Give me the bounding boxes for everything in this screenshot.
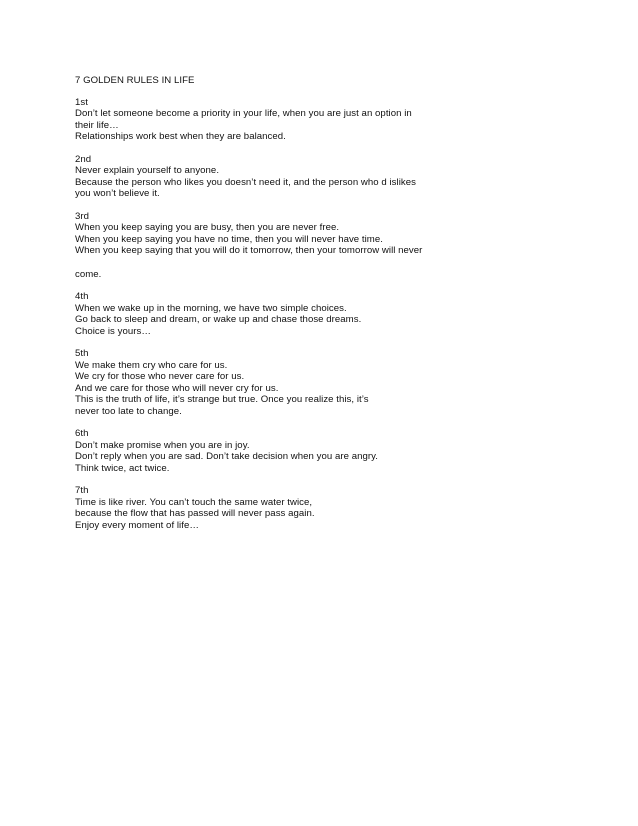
rule-3	[75, 210, 423, 281]
rule-text-line: Because the person who likes you doesn’t need it, and the person who d islikes	[75, 176, 416, 188]
rule-text-line: Time is like river. You can’t touch the same water twice,	[75, 496, 313, 508]
rule-number: 4th	[75, 291, 89, 303]
rule-text-line: Don’t let someone become a priority in your life, when you are just an option in	[75, 108, 412, 120]
rule-number: 6th	[75, 428, 89, 440]
rule-text-line: Never explain yourself to anyone.	[75, 165, 220, 177]
rule-text-line: When you keep saying that you will do it tomorrow, then your tomorrow will never	[75, 245, 423, 257]
rule-number: 5th	[75, 348, 89, 360]
rule-text-line: come.	[75, 268, 102, 280]
rule-text-line: because the flow that has passed will never pass again.	[75, 508, 315, 520]
rule-2	[75, 154, 415, 200]
rule-text-line: When you keep saying you are busy, then you are never free.	[75, 222, 340, 234]
rule-text-line: Enjoy every moment of life…	[75, 519, 199, 531]
rule-number: 1st	[75, 96, 88, 108]
rule-6	[75, 428, 415, 474]
rule-4	[75, 291, 415, 337]
rule-1	[75, 97, 415, 143]
rule-text-line: Don’t reply when you are sad. Don’t take decision when you are angry.	[75, 451, 378, 463]
rule-text-line: We make them cry who care for us.	[75, 359, 228, 371]
rule-text-line: And we care for those who will never cry for us.	[75, 382, 279, 394]
rule-text-line: Don’t make promise when you are in joy.	[75, 439, 250, 451]
rule-text-line: you won’t believe it.	[75, 188, 160, 200]
rule-text-line: Choice is yours…	[75, 325, 151, 337]
rule-text-line: When we wake up in the morning, we have two simple choices.	[75, 302, 347, 314]
document-body	[75, 75, 423, 542]
document-title: 7 GOLDEN RULES IN LIFE	[75, 75, 195, 86]
rule-text-line: We cry for those who never care for us.	[75, 371, 245, 383]
rule-text-line: their life…	[75, 119, 119, 131]
rule-7	[75, 485, 415, 531]
rule-number: 3rd	[75, 210, 90, 222]
rule-text-line: never too late to change.	[75, 406, 182, 418]
rule-text-line: Relationships work best when they are balanced.	[75, 131, 286, 143]
rule-number: 2nd	[75, 153, 92, 165]
rule-text-line: Go back to sleep and dream, or wake up and chase those dreams.	[75, 314, 362, 326]
rule-text-line: This is the truth of life, it’s strange but true. Once you realize this, it’s	[75, 394, 369, 406]
rule-text-line: Think twice, act twice.	[75, 463, 170, 474]
rule-text-line: When you keep saying you have no time, then you will never have time.	[75, 233, 383, 245]
rule-5	[75, 348, 415, 418]
rule-number: 7th	[75, 485, 89, 497]
